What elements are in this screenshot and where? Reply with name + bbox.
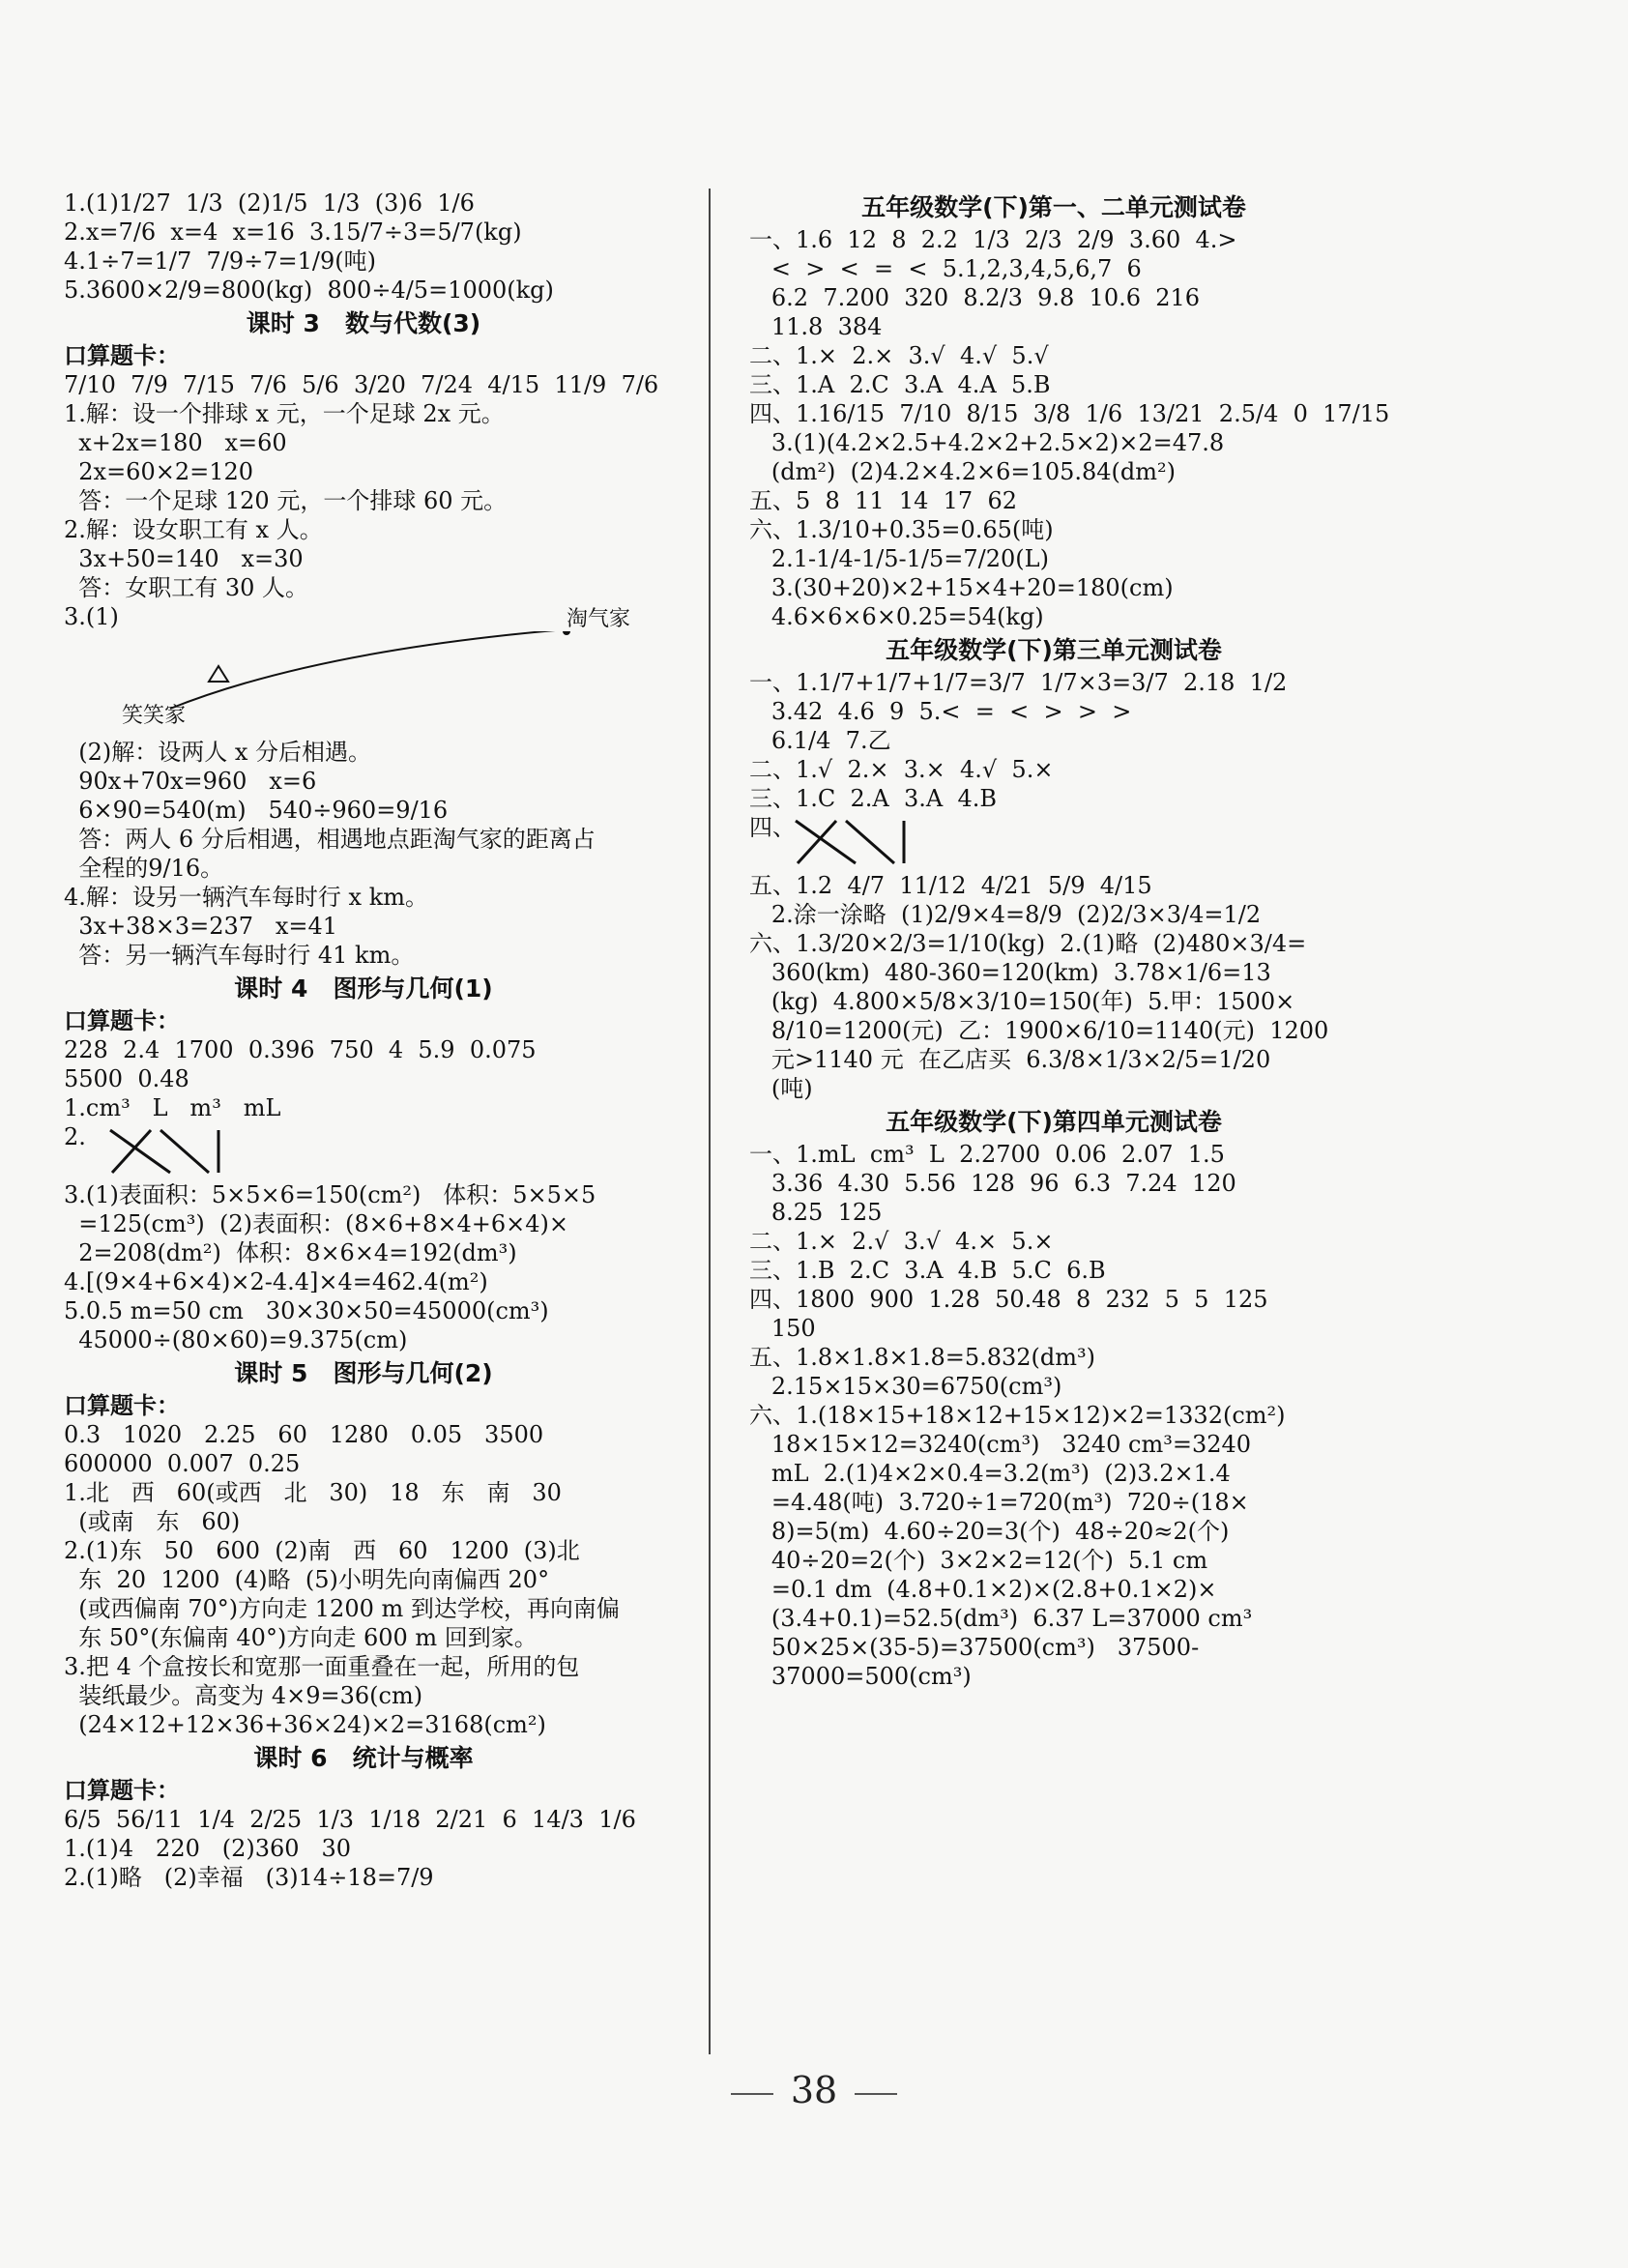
answer-line: =0.1 dm (4.8+0.1×2)×(2.8+0.1×2)× [749,1576,1217,1603]
answer-line: < > < = < 5.1,2,3,4,5,6,7 6 [749,255,1142,282]
answer-line: (或西偏南 70°)方向走 1200 m 到达学校，再向南偏 [64,1595,620,1622]
answer-line: x+2x=180 x=60 [64,429,287,456]
answer-line: 2.(1)略 (2)幸福 (3)14÷18=7/9 [64,1864,434,1891]
answer-line: 8)=5(m) 4.60÷20=3(个) 48÷20≈2(个) [749,1518,1230,1545]
answer-line: 5.0.5 m=50 cm 30×30×50=45000(cm³) [64,1297,549,1324]
answer-line: 六、1.3/10+0.35=0.65(吨) [749,516,1054,543]
column-divider [709,189,711,2054]
answer-line: 4.[(9×4+6×4)×2-4.4]×4=462.4(m²) [64,1268,488,1295]
answer-line: 一、1.1/7+1/7+1/7=3/7 1/7×3=3/7 2.18 1/2 [749,669,1288,696]
answer-line: 11.8 384 [749,313,883,340]
answer-line: 全程的9/16。 [64,855,224,882]
answer-line: 5.3600×2/9=800(kg) 800÷4/5=1000(kg) [64,276,554,304]
answer-line: 答：女职工有 30 人。 [64,574,309,601]
answer-line: 五、5 8 11 14 17 62 [749,487,1017,514]
answer-line: 4.1÷7=1/7 7/9÷7=1/9(吨) [64,247,377,275]
answer-line: 2.涂一涂略 (1)2/9×4=8/9 (2)2/3×3/4=1/2 [749,901,1262,928]
answer-line: 7/10 7/9 7/15 7/6 5/6 3/20 7/24 4/15 11/9 7/6 [64,371,659,398]
page-number [0,2069,1628,2111]
section-heading: 五年级数学(下)第三单元测试卷 [886,636,1222,664]
answer-line: 答：一个足球 120 元，一个排球 60 元。 [64,487,508,514]
section-heading: 课时 3 数与代数(3) [246,309,481,337]
answer-line: 四、1.16/15 7/10 8/15 3/8 1/6 13/21 2.5/4 0 17/15 [749,400,1390,427]
section-heading: 课时 6 统计与概率 [253,1744,474,1772]
answer-line: 2.x=7/6 x=4 x=16 3.15/7÷3=5/7(kg) [64,218,522,246]
answer-line: 6.1/4 7.乙 [749,727,891,754]
answer-line: 360(km) 480-360=120(km) 3.78×1/6=13 [749,959,1271,986]
answer-line: 3.42 4.6 9 5.< = < > > > [749,698,1132,725]
section-heading: 五年级数学(下)第一、二单元测试卷 [861,193,1246,221]
answer-line: 五、1.2 4/7 11/12 4/21 5/9 4/15 [749,872,1152,899]
answer-line: 8/10=1200(元) 乙：1900×6/10=1140(元) 1200 [749,1017,1329,1044]
answer-line: 三、1.C 2.A 3.A 4.B [749,785,998,812]
answer-line: 3x+38×3=237 x=41 [64,913,338,940]
answer-line: 1.解：设一个排球 x 元，一个足球 2x 元。 [64,400,505,427]
answer-line: 2x=60×2=120 [64,458,254,485]
answer-line: 3.把 4 个盒按长和宽那一面重叠在一起，所用的包 [64,1653,580,1680]
answer-line: 4.解：设另一辆汽车每时行 x km。 [64,884,428,911]
answer-line: 2.解：设女职工有 x 人。 [64,516,323,543]
end-label: 淘气家 [567,607,631,631]
answer-line: 东 20 1200 (4)略 (5)小明先向南偏西 20° [64,1566,550,1593]
answer-line: 1.(1)1/27 1/3 (2)1/5 1/3 (3)6 1/6 [64,189,475,217]
subheading: 口算题卡： [64,1007,180,1034]
answer-line: 6.2 7.200 320 8.2/3 9.8 10.6 216 [749,284,1201,311]
answer-line: 6/5 56/11 1/4 2/25 1/3 1/18 2/21 6 14/3 1/6 [64,1806,636,1833]
answer-line: 600000 0.007 0.25 [64,1450,301,1477]
answer-line: (dm²) (2)4.2×4.2×6=105.84(dm²) [749,458,1176,485]
answer-line: 0.3 1020 2.25 60 1280 0.05 3500 [64,1421,544,1448]
answer-line: (2)解：设两人 x 分后相遇。 [64,739,372,766]
answer-line: 三、1.A 2.C 3.A 4.A 5.B [749,371,1051,398]
answer-line: 1.北 西 60(或西 北 30) 18 东 南 30 [64,1479,562,1506]
left-column [64,189,663,1892]
cross-lines-figure [788,815,914,869]
answer-line: 90x+70x=960 x=6 [64,768,317,795]
answer-line: 45000÷(80×60)=9.375(cm) [64,1326,408,1353]
answer-line: (3.4+0.1)=52.5(dm³) 6.37 L=37000 cm³ [749,1605,1253,1632]
section-heading: 课时 4 图形与几何(1) [234,974,493,1003]
cross-lines-figure [102,1124,228,1178]
answer-line: 二、1.√ 2.× 3.× 4.√ 5.× [749,756,1054,783]
answer-line: 1.(1)4 220 (2)360 30 [64,1835,351,1862]
answer-line: 六、1.(18×15+18×12+15×12)×2=1332(cm²) [749,1402,1286,1429]
answer-line: 8.25 125 [749,1199,883,1226]
answer-line: 四、1800 900 1.28 50.48 8 232 5 5 125 [749,1286,1268,1313]
answer-line: 228 2.4 1700 0.396 750 4 5.9 0.075 [64,1036,537,1063]
section-heading: 课时 5 图形与几何(2) [234,1359,493,1387]
matching-lines [749,813,1358,871]
answer-line: 3.(30+20)×2+15×4+20=180(cm) [749,574,1174,601]
answer-line: (kg) 4.800×5/8×3/10=150(年) 5.甲：1500× [749,988,1295,1015]
answer-line: 37000=500(cm³) [749,1663,972,1690]
answer-line: 3.(1)表面积：5×5×6=150(cm²) 体积：5×5×5 [64,1181,596,1208]
right-column [749,189,1390,1691]
answer-line: (吨) [749,1075,813,1102]
answer-line: (或南 东 60) [64,1508,241,1535]
matching-lines [64,1122,663,1180]
answer-line: =4.48(吨) 3.720÷1=720(m³) 720÷(18× [749,1489,1249,1516]
answer-line: 一、1.6 12 8 2.2 1/3 2/3 2/9 3.60 4.> [749,226,1237,253]
answer-line: 五、1.8×1.8×1.8=5.832(dm³) [749,1344,1096,1371]
answer-line: 2.1-1/4-1/5-1/5=7/20(L) [749,545,1049,572]
answer-line: 答：另一辆汽车每时行 41 km。 [64,942,415,969]
answer-line: 50×25×(35-5)=37500(cm³) 37500- [749,1634,1200,1661]
answer-line: 3x+50=140 x=30 [64,545,304,572]
answer-line: 东 50°(东偏南 40°)方向走 600 m 回到家。 [64,1624,538,1651]
answer-line: =125(cm³) (2)表面积：(8×6+8×4+6×4)× [64,1210,568,1237]
answer-line: 二、1.× 2.√ 3.√ 4.× 5.× [749,1228,1054,1255]
answer-line: 2=208(dm²) 体积：8×6×4=192(dm³) [64,1239,517,1266]
answer-line: (24×12+12×36+36×24)×2=3168(cm²) [64,1711,546,1738]
answer-line: 六、1.3/20×2/3=1/10(kg) 2.(1)略 (2)480×3/4= [749,930,1307,957]
answer-line: 5500 0.48 [64,1065,189,1092]
answer-line: 元>1140 元 在乙店买 6.3/8×1/3×2/5=1/20 [749,1046,1271,1073]
answer-line: 三、1.B 2.C 3.A 4.B 5.C 6.B [749,1257,1106,1284]
answer-line: 答：两人 6 分后相遇，相遇地点距淘气家的距离占 [64,826,596,853]
item-label: 四、 [749,814,796,841]
answer-line: 3.(1)(4.2×2.5+4.2×2+2.5×2)×2=47.8 [749,429,1225,456]
answer-line: 2.15×15×30=6750(cm³) [749,1373,1062,1400]
answer-line: 3.(1) [64,603,119,630]
answer-line: 装纸最少。高变为 4×9=36(cm) [64,1682,423,1709]
answer-line: 6×90=540(m) 540÷960=9/16 [64,797,449,824]
answer-line: 18×15×12=3240(cm³) 3240 cm³=3240 [749,1431,1252,1458]
answer-line: 40÷20=2(个) 3×2×2=12(个) 5.1 cm [749,1547,1208,1574]
answer-line: 1.cm³ L m³ mL [64,1094,281,1121]
answer-line: 4.6×6×6×0.25=54(kg) [749,603,1044,630]
answer-line: 二、1.× 2.× 3.√ 4.√ 5.√ [749,342,1049,369]
page-number-text: 38 [790,2069,838,2111]
answer-line: mL 2.(1)4×2×0.4=3.2(m³) (2)3.2×1.4 [749,1460,1231,1487]
answer-line: 150 [749,1315,816,1342]
subheading: 口算题卡： [64,342,180,369]
subheading: 口算题卡： [64,1392,180,1419]
section-heading: 五年级数学(下)第四单元测试卷 [886,1108,1222,1136]
item-label: 2. [64,1123,86,1150]
subheading: 口算题卡： [64,1777,180,1804]
answer-line: 3.36 4.30 5.56 128 96 6.3 7.24 120 [749,1170,1236,1197]
answer-line: 一、1.mL cm³ L 2.2700 0.06 2.07 1.5 [749,1141,1225,1168]
start-label: 笑笑家 [122,704,187,728]
answer-line: 2.(1)东 50 600 (2)南 西 60 1200 (3)北 [64,1537,580,1564]
